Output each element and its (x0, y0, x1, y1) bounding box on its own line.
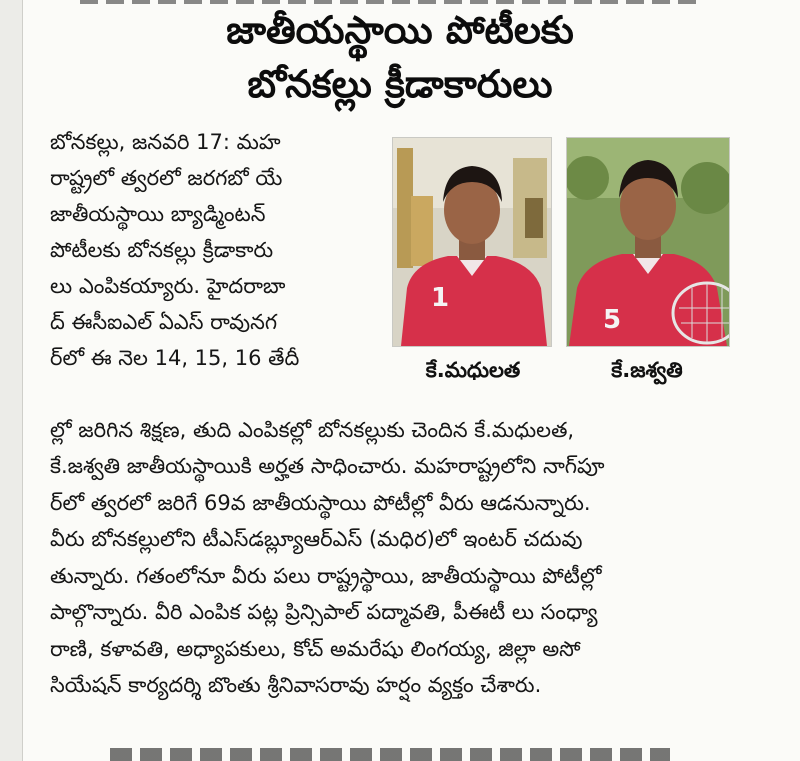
body-line: రాష్ట్రలో త్వరలో జరగబో యే (50, 166, 283, 190)
body-line: ర్‌లో ఈ నెల 14, 15, 16 తేదీ (50, 346, 300, 370)
headline-line-1: జాతీయస్థాయి పోటీలకు (226, 8, 574, 52)
next-article-cutoff (110, 748, 670, 761)
body-line: లు ఎంపికయ్యారు. హైదరాబా (50, 274, 286, 298)
body-line: ల్లో జరిగిన శిక్షణ, తుది ఎంపికల్లో బోనకల్లుకు చెందిన కే.మధులత, (50, 418, 575, 442)
page-edge (0, 0, 23, 761)
body-line: జాతీయస్థాయి బ్యాడ్మింటన్ (50, 202, 266, 226)
body-line: సియేషన్ కార్యదర్శి బొంతు శ్రీనివాసరావు హర్షం వ్యక్తం చేశారు. (50, 673, 542, 697)
player-photo-jashwathi (566, 137, 730, 347)
headline-line-2: బోనకల్లు క్రీడాకారులు (247, 62, 553, 106)
body-line: పాల్గొన్నారు. వీరి ఎంపిక పట్ల ప్రిన్సిపాల్ పద్మావతి, పీఈటీ లు సంధ్యా (50, 600, 598, 624)
player-photo-madhulatha (392, 137, 552, 347)
body-line: వీరు బోనకల్లులోని టీఎస్‌డబ్ల్యూఆర్‌ఎస్ (మధిర)లో ఇంటర్ చదువు (50, 527, 583, 551)
body-line: పోటీలకు బోనకల్లు క్రీడాకారు (50, 238, 274, 262)
body-line: బోనకల్లు, జనవరి 17: మహ (50, 130, 281, 154)
jersey-number: 1 (431, 283, 450, 313)
photo-caption: కే.మధులత (425, 358, 521, 382)
jersey-number: 5 (603, 305, 622, 335)
body-line: ద్ ఈసీఐఎల్ ఏఎస్ రావునగ (50, 310, 278, 334)
body-line: ర్‌లో త్వరలో జరిగే 69వ జాతీయస్థాయి పోటీల్లో వీరు ఆడనున్నారు. (50, 491, 591, 515)
body-line: రాణి, కళావతి, అధ్యాపకులు, కోచ్ అమరేషు లింగయ్య, జిల్లా అసో (50, 637, 581, 661)
body-line: తున్నారు. గతంలోనూ వీరు పలు రాష్ట్రస్థాయి, జాతీయస్థాయి పోటీల్లో (50, 564, 602, 588)
body-line: కే.జశ్వతి జాతీయస్థాయికి అర్హత సాధించారు. మహరాష్ట్రలోని నాగ్‌పూ (50, 454, 605, 478)
photo-caption: కే.జశ్వతి (611, 358, 683, 382)
